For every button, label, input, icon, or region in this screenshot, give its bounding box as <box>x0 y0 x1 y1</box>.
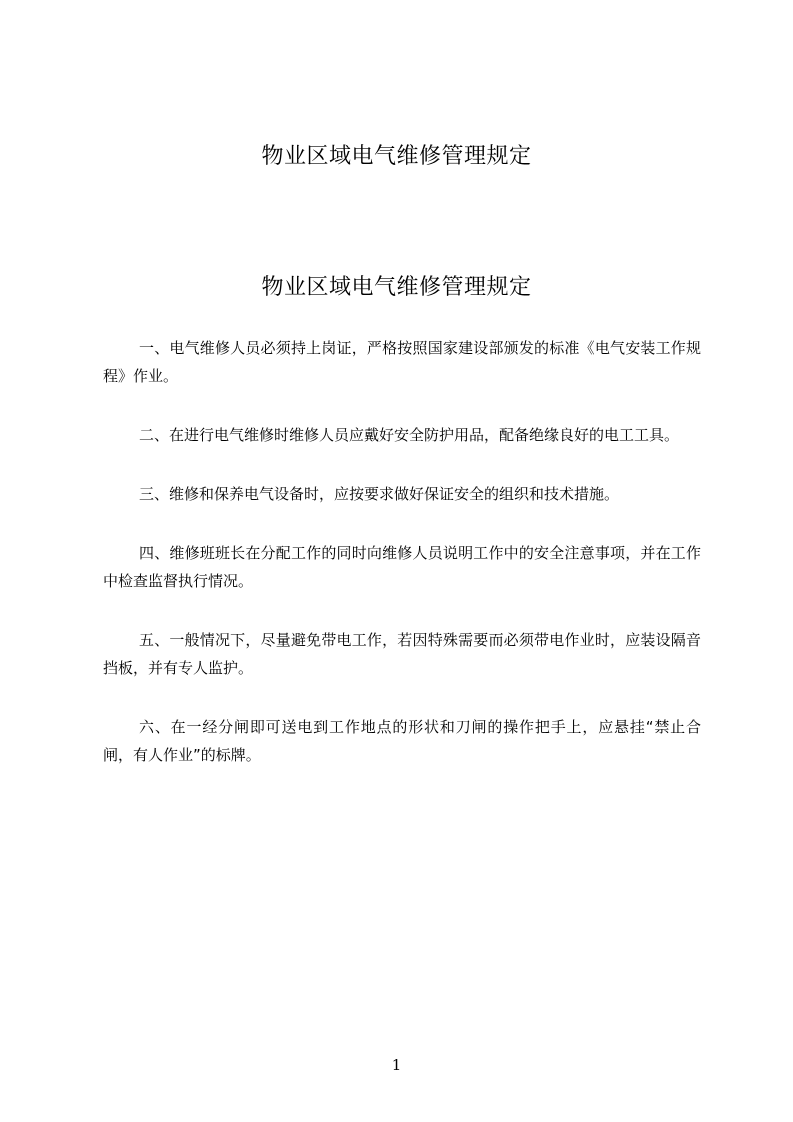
document-title: 物业区域电气维修管理规定 <box>261 275 532 300</box>
paragraph-3: 三、维修和保养电气设备时，应按要求做好保证安全的组织和技术措施。 <box>139 485 620 503</box>
document-body <box>103 334 701 800</box>
paragraph-4: 四、维修班班长在分配工作的同时向维修人员说明工作中的安全注意事项，并在工作中检查监督执行情况。 <box>103 544 701 590</box>
page-number: 1 <box>391 1056 402 1074</box>
header-title: 物业区域电气维修管理规定 <box>261 144 532 169</box>
paragraph-5: 五、一般情况下，尽量避免带电工作，若因特殊需要而必须带电作业时，应装设隔音挡板，并有专人监护。 <box>103 631 701 677</box>
paragraph-6: 六、在一经分闸即可送电到工作地点的形状和刀闸的操作把手上，应悬挂“禁止合闸，有人作业”的标牌。 <box>103 718 701 764</box>
paragraph-2: 二、在进行电气维修时维修人员应戴好安全防护用品，配备绝缘良好的电工工具。 <box>139 426 680 444</box>
paragraph-1: 一、电气维修人员必须持上岗证，严格按照国家建设部颁发的标准《电气安装工作规程》作业。 <box>103 339 701 385</box>
